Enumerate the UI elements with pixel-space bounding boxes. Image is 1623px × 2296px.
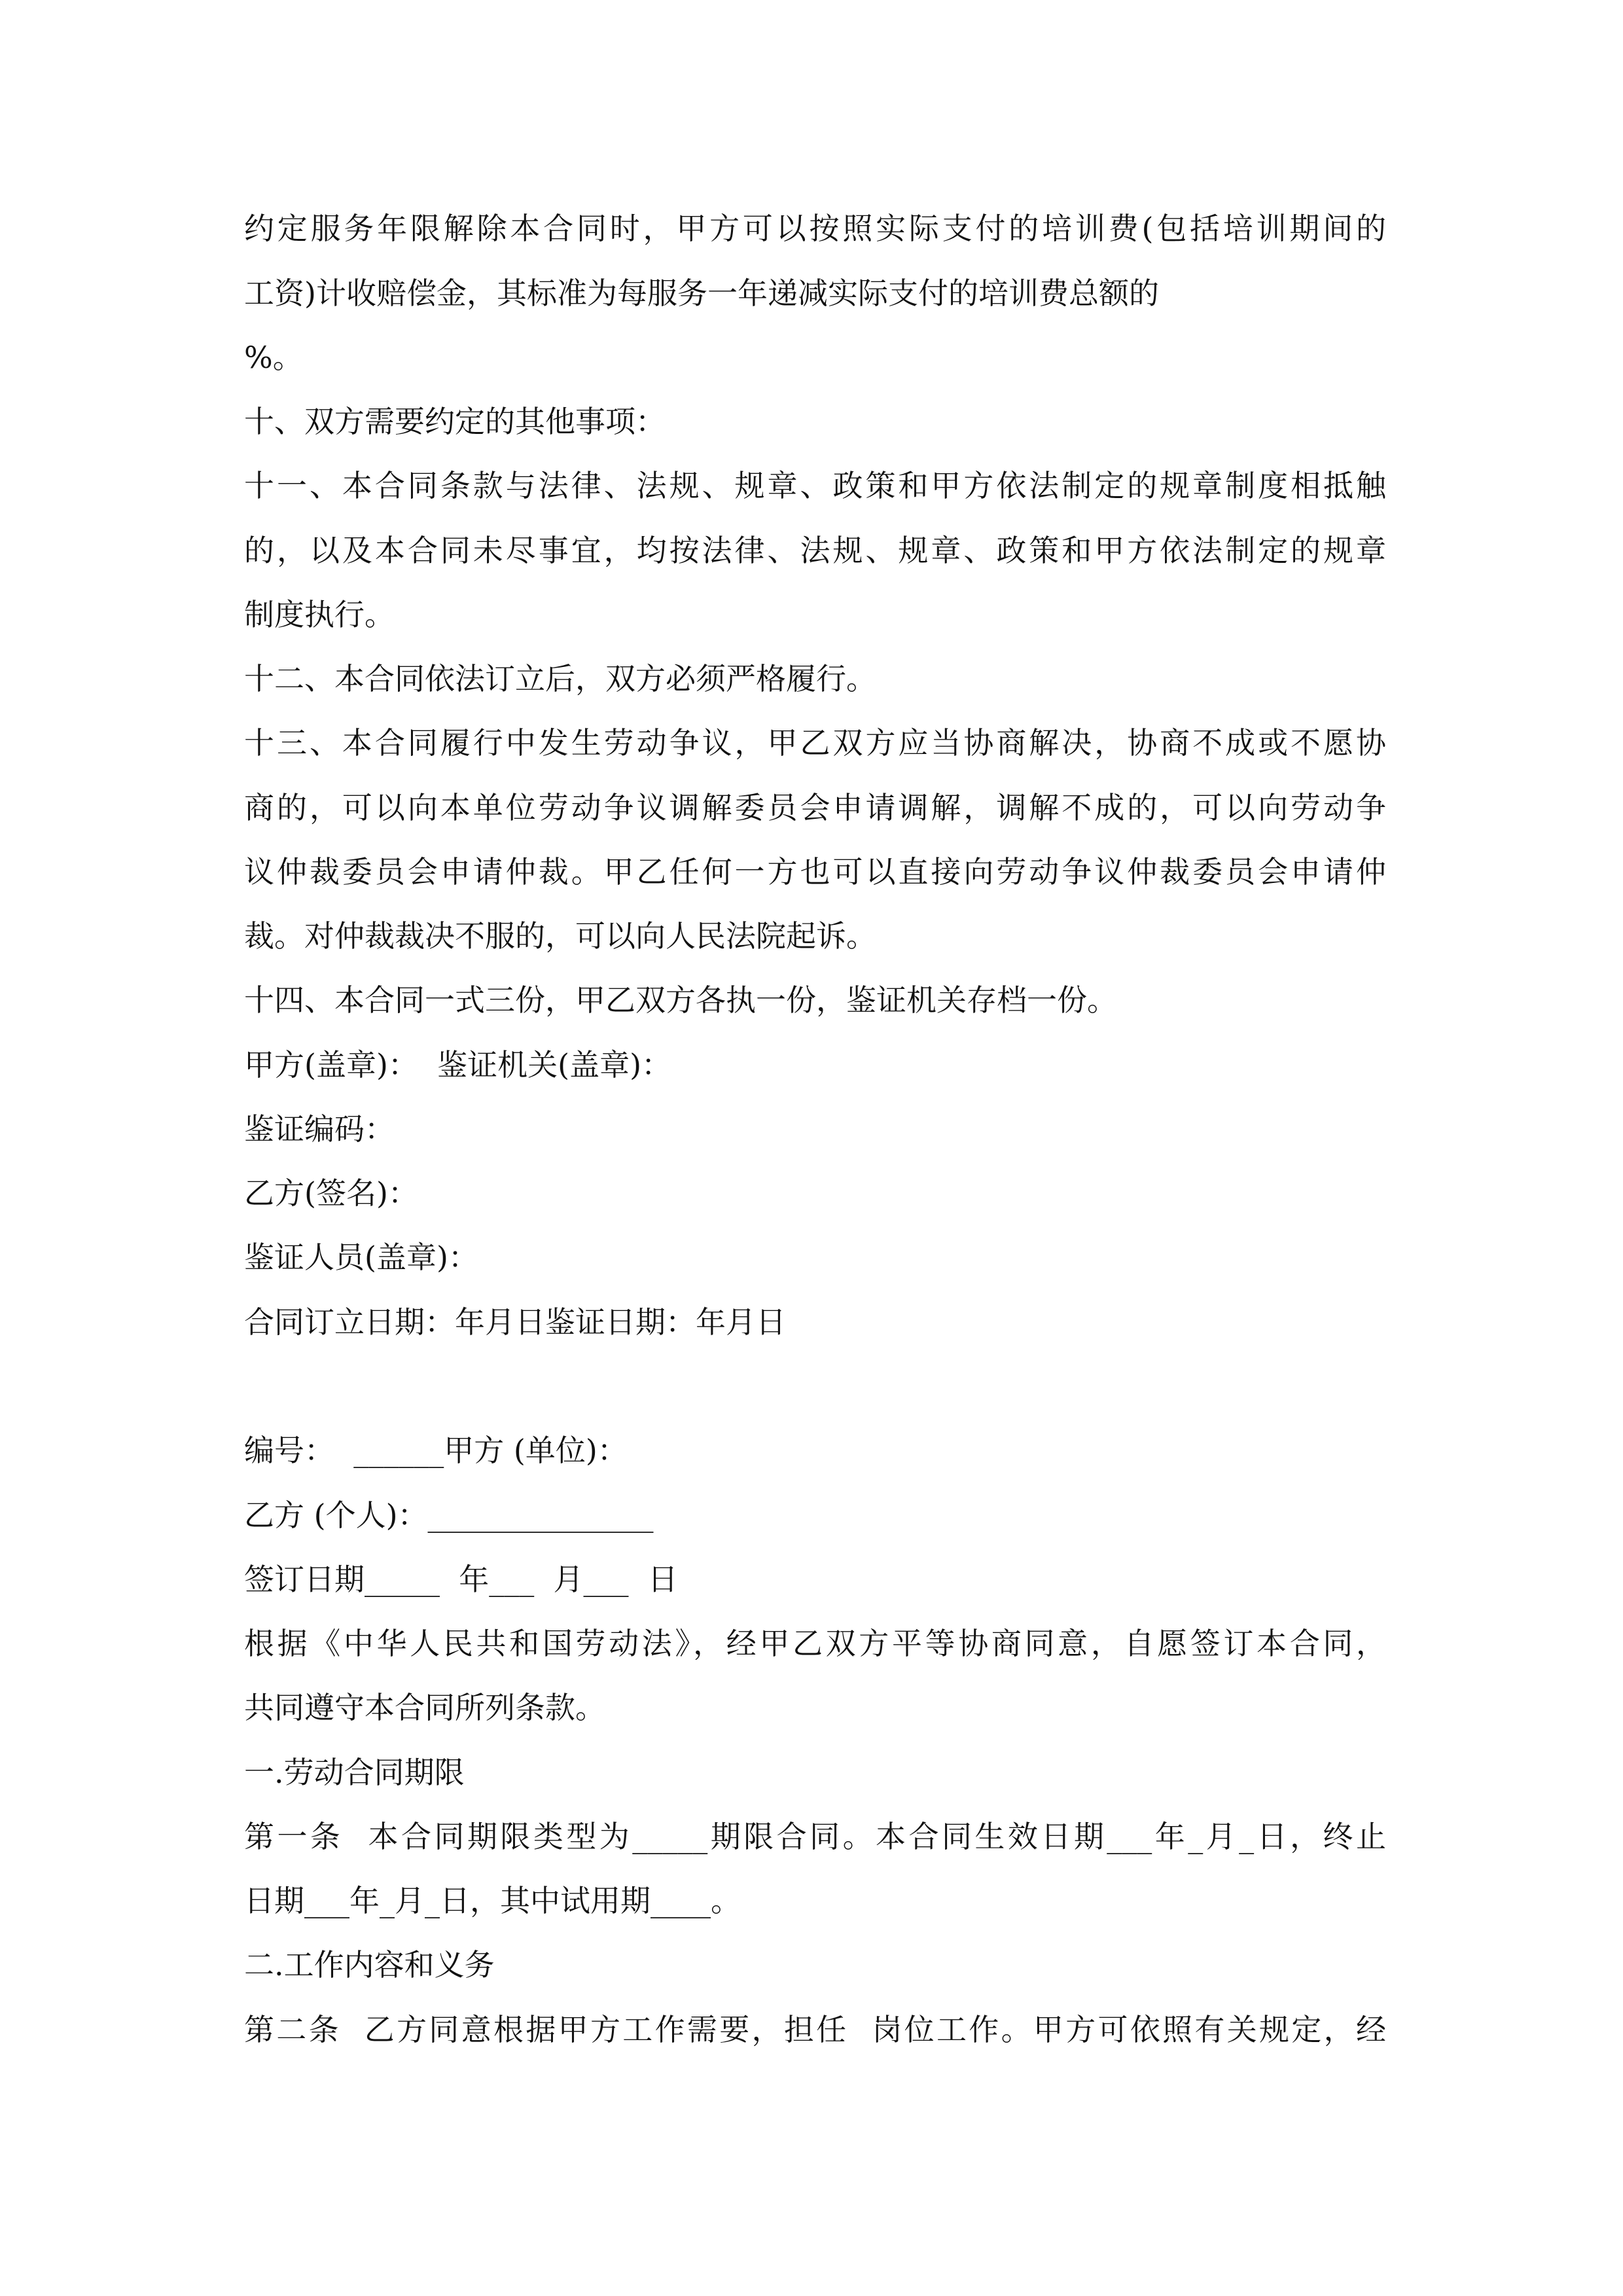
text-line: %。 (244, 340, 303, 375)
text-line: 十四、本合同一式三份，甲乙双方各执一份，鉴证机关存档一份。 (244, 982, 1117, 1018)
text-line: 乙方 (个人)：_______________ (244, 1498, 654, 1533)
text-line: 鉴证人员(盖章)： (244, 1240, 478, 1275)
text-line: 签订日期_____ 年___ 月___ 日 (244, 1562, 678, 1597)
text-line: 约定服务年限解除本合同时，甲方可以按照实际支付的培训费(包括培训期间的 (244, 211, 1386, 246)
text-line: 乙方(签名)： (244, 1175, 418, 1211)
text-line: 十二、本合同依法订立后，双方必须严格履行。 (244, 661, 876, 696)
text-line: 十、双方需要约定的其他事项： (244, 404, 666, 439)
text-line: 十一、本合同条款与法律、法规、规章、政策和甲方依法制定的规章制度相抵触 (244, 468, 1386, 503)
text-line: 裁。对仲裁裁决不服的，可以向人民法院起诉。 (244, 918, 876, 954)
text-line: 十三、本合同履行中发生劳动争议，甲乙双方应当协商解决，协商不成或不愿协 (244, 725, 1386, 761)
text-line: 合同订立日期：年月日鉴证日期：年月日 (244, 1304, 786, 1340)
text-line: 的，以及本合同未尽事宜，均按法律、法规、规章、政策和甲方依法制定的规章 (244, 533, 1386, 568)
text-line: 制度执行。 (244, 597, 395, 632)
text-line: 第一条 本合同期限类型为_____期限合同。本合同生效日期___年_月_日，终止 (244, 1819, 1386, 1854)
text-line: 甲方(盖章)： 鉴证机关(盖章)： (244, 1047, 672, 1083)
text-line: 鉴证编码： (244, 1111, 395, 1147)
text-line: 工资)计收赔偿金，其标准为每服务一年递减实际支付的培训费总额的 (244, 276, 1159, 311)
text-line: 商的，可以向本单位劳动争议调解委员会申请调解，调解不成的，可以向劳动争 (244, 790, 1386, 825)
text-line: 根据《中华人民共和国劳动法》，经甲乙双方平等协商同意，自愿签订本合同， (244, 1626, 1386, 1661)
text-line: 二.工作内容和义务 (244, 1947, 495, 1982)
text-line: 编号： ______甲方 (单位)： (244, 1433, 628, 1468)
text-line: 一.劳动合同期限 (244, 1755, 465, 1790)
text-line: 共同遵守本合同所列条款。 (244, 1690, 605, 1725)
text-line: 日期___年_月_日，其中试用期____。 (244, 1883, 741, 1918)
text-line: 第二条 乙方同意根据甲方工作需要，担任 岗位工作。甲方可依照有关规定，经 (244, 2012, 1386, 2047)
text-line: 议仲裁委员会申请仲裁。甲乙任何一方也可以直接向劳动争议仲裁委员会申请仲 (244, 854, 1386, 889)
